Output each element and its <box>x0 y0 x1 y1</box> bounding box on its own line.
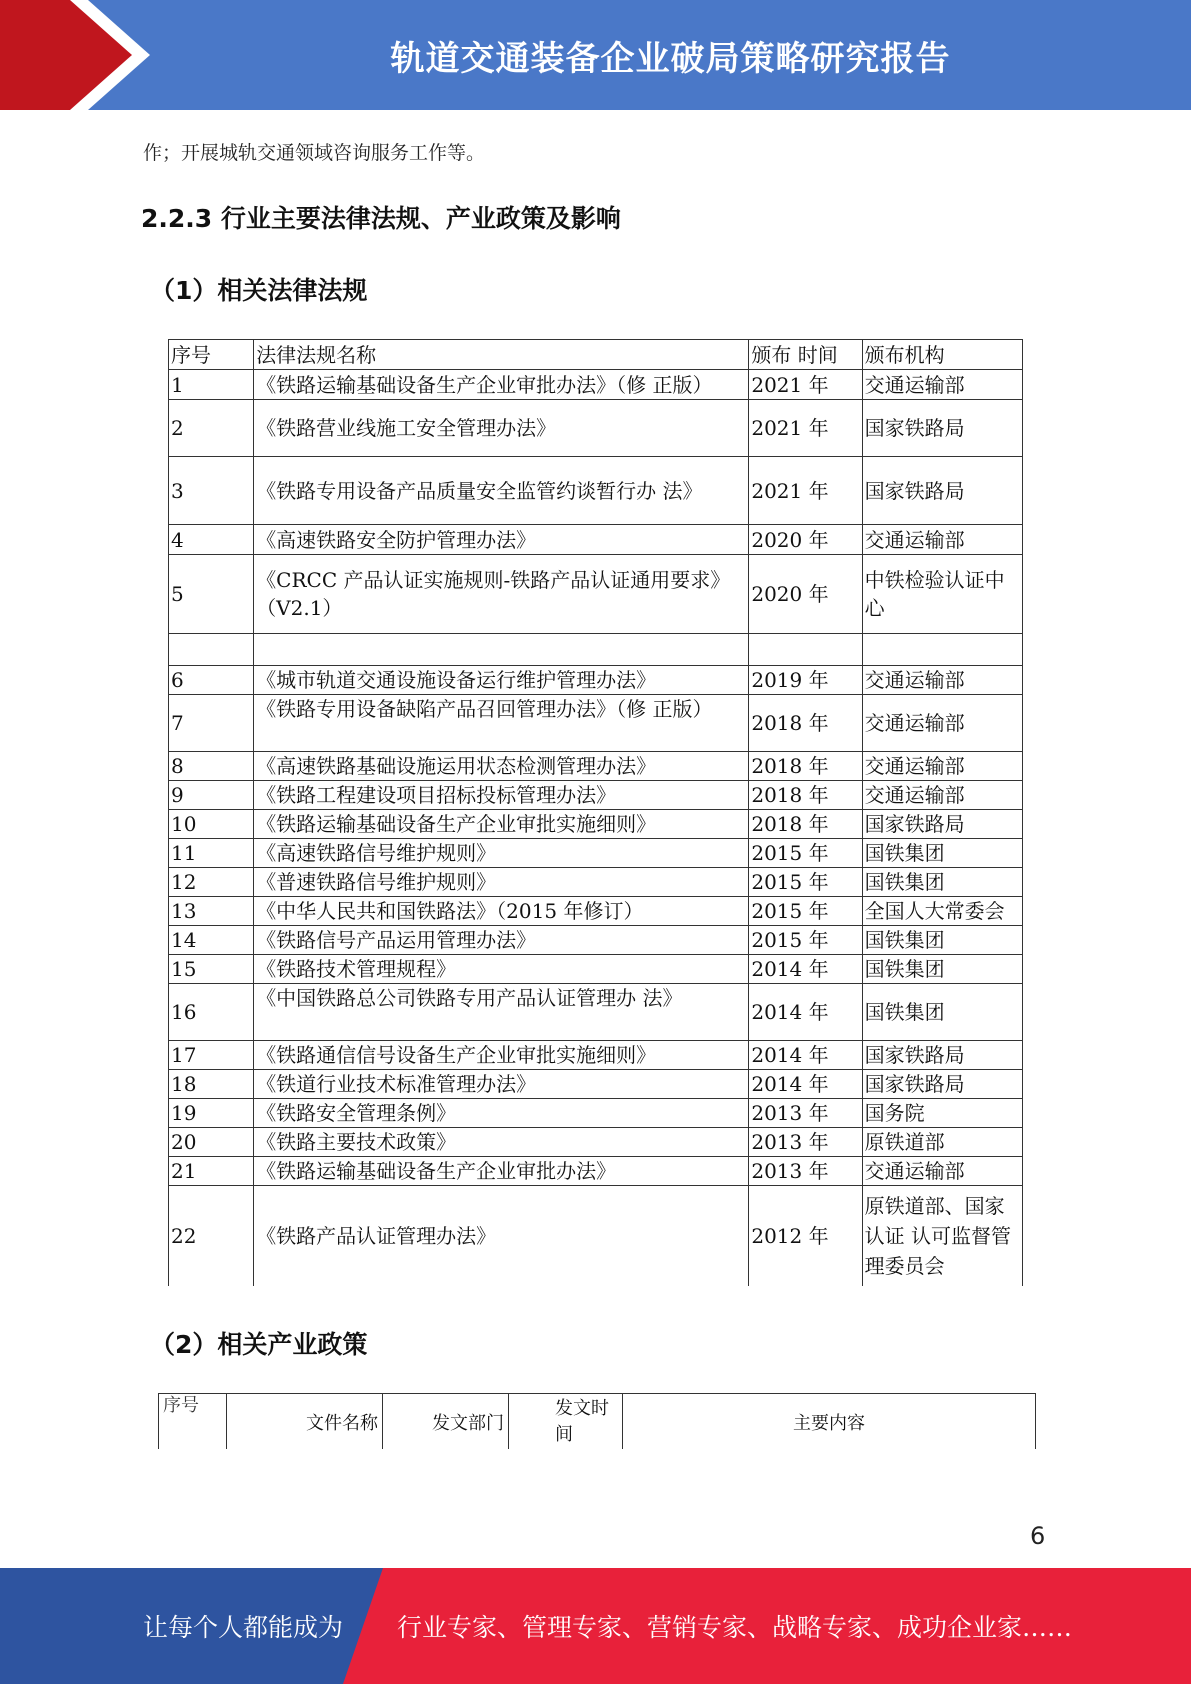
law-name: 《铁路工程建设项目招标投标管理办法》 <box>254 781 749 810</box>
law-year: 2021 年 <box>749 400 862 457</box>
page-number: 6 <box>1030 1522 1046 1550</box>
law-year: 2020 年 <box>749 555 862 634</box>
table-row <box>169 370 1023 400</box>
law-org: 国铁集团 <box>862 955 1022 984</box>
law-org: 国家铁路局 <box>862 1041 1022 1070</box>
law-year: 2013 年 <box>749 1099 862 1128</box>
column-header: 法律法规名称 <box>254 340 749 370</box>
table-row <box>169 555 1023 634</box>
column-header: 主要内容 <box>623 1394 1036 1450</box>
row-number: 15 <box>169 955 254 984</box>
law-name: 《铁路通信信号设备生产企业审批实施细则》 <box>254 1041 749 1070</box>
table-header-row <box>159 1394 1036 1450</box>
law-name: 《高速铁路基础设施运用状态检测管理办法》 <box>254 752 749 781</box>
law-name: 《铁路信号产品运用管理办法》 <box>254 926 749 955</box>
footer-slogan-left: 让每个人都能成为 <box>143 1613 344 1642</box>
law-org: 交通运输部 <box>862 370 1022 400</box>
law-name: 《CRCC 产品认证实施规则-铁路产品认证通用要求》（V2.1） <box>254 555 749 634</box>
table-row <box>169 1099 1023 1128</box>
table-row <box>169 955 1023 984</box>
law-name: 《铁路运输基础设备生产企业审批办法》 <box>254 1157 749 1186</box>
law-year: 2020 年 <box>749 525 862 555</box>
law-org: 交通运输部 <box>862 781 1022 810</box>
row-number: 20 <box>169 1128 254 1157</box>
law-name: 《铁路运输基础设备生产企业审批办法》（修 正版） <box>254 370 749 400</box>
law-org: 国铁集团 <box>862 984 1022 1041</box>
law-org: 全国人大常委会 <box>862 897 1022 926</box>
column-header: 颁布 时间 <box>749 340 862 370</box>
law-name: 《城市轨道交通设施设备运行维护管理办法》 <box>254 666 749 695</box>
law-year: 2019 年 <box>749 666 862 695</box>
law-year: 2018 年 <box>749 752 862 781</box>
law-year: 2021 年 <box>749 370 862 400</box>
law-year: 2015 年 <box>749 926 862 955</box>
table-row <box>169 868 1023 897</box>
row-number: 21 <box>169 1157 254 1186</box>
row-number: 18 <box>169 1070 254 1099</box>
table-row <box>169 1186 1023 1286</box>
column-header-text: 发文时间 <box>555 1398 609 1445</box>
table-row <box>169 897 1023 926</box>
law-org: 国家铁路局 <box>862 457 1022 525</box>
law-name: 《高速铁路信号维护规则》 <box>254 839 749 868</box>
row-number: 16 <box>169 984 254 1041</box>
law-subheading: （1）相关法律法规 <box>150 276 368 305</box>
row-number: 6 <box>169 666 254 695</box>
row-number: 2 <box>169 400 254 457</box>
column-header: 序号 <box>159 1394 227 1450</box>
row-number: 5 <box>169 555 254 634</box>
law-year: 2014 年 <box>749 1041 862 1070</box>
row-number: 7 <box>169 695 254 752</box>
column-header: 颁布机构 <box>862 340 1022 370</box>
law-year: 2015 年 <box>749 868 862 897</box>
law-org: 国务院 <box>862 1099 1022 1128</box>
law-name: 《普速铁路信号维护规则》 <box>254 868 749 897</box>
row-number: 14 <box>169 926 254 955</box>
law-org: 交通运输部 <box>862 695 1022 752</box>
law-org: 国铁集团 <box>862 926 1022 955</box>
column-header: 发文部门 <box>383 1394 509 1450</box>
law-year: 2014 年 <box>749 984 862 1041</box>
table-row <box>169 1157 1023 1186</box>
row-number: 12 <box>169 868 254 897</box>
column-header <box>509 1394 623 1450</box>
row-number: 3 <box>169 457 254 525</box>
law-year: 2012 年 <box>749 1186 862 1286</box>
row-number: 8 <box>169 752 254 781</box>
header-arrow-decoration <box>0 0 160 110</box>
law-name <box>254 634 749 666</box>
row-number: 10 <box>169 810 254 839</box>
law-org: 原铁道部、国家认证 认可监督管理委员会 <box>862 1186 1022 1286</box>
law-org: 交通运输部 <box>862 525 1022 555</box>
row-number: 13 <box>169 897 254 926</box>
footer-slogan-right: 行业专家、管理专家、营销专家、战略专家、成功企业家…… <box>397 1613 1073 1642</box>
law-name: 《中华人民共和国铁路法》（2015 年修订） <box>254 897 749 926</box>
table-row <box>169 1070 1023 1099</box>
row-number: 17 <box>169 1041 254 1070</box>
law-org: 原铁道部 <box>862 1128 1022 1157</box>
law-name: 《铁路专用设备产品质量安全监管约谈暂行办 法》 <box>254 457 749 525</box>
law-year: 2018 年 <box>749 810 862 839</box>
row-number: 4 <box>169 525 254 555</box>
row-number: 11 <box>169 839 254 868</box>
report-title: 轨道交通装备企业破局策略研究报告 <box>390 38 951 79</box>
section-heading: 2.2.3 行业主要法律法规、产业政策及影响 <box>141 204 621 233</box>
table-header-row <box>169 340 1023 370</box>
law-org: 国家铁路局 <box>862 810 1022 839</box>
law-org: 国家铁路局 <box>862 1070 1022 1099</box>
law-org: 国家铁路局 <box>862 400 1022 457</box>
law-year: 2013 年 <box>749 1128 862 1157</box>
law-org: 交通运输部 <box>862 666 1022 695</box>
row-number <box>169 634 254 666</box>
policy-table <box>158 1393 1036 1449</box>
law-name: 《铁路技术管理规程》 <box>254 955 749 984</box>
law-year: 2014 年 <box>749 1070 862 1099</box>
law-name: 《铁路专用设备缺陷产品召回管理办法》（修 正版） <box>254 695 749 752</box>
row-number: 9 <box>169 781 254 810</box>
law-year: 2018 年 <box>749 695 862 752</box>
table-row-empty <box>169 634 1023 666</box>
law-table <box>168 339 1023 1286</box>
law-org: 国铁集团 <box>862 839 1022 868</box>
row-number: 22 <box>169 1186 254 1286</box>
table-row <box>169 695 1023 752</box>
law-org: 交通运输部 <box>862 752 1022 781</box>
table-row <box>169 666 1023 695</box>
row-number: 19 <box>169 1099 254 1128</box>
law-name: 《中国铁路总公司铁路专用产品认证管理办 法》 <box>254 984 749 1041</box>
table-row <box>169 1128 1023 1157</box>
table-row <box>169 810 1023 839</box>
law-org: 中铁检验认证中心 <box>862 555 1022 634</box>
column-header: 文件名称 <box>227 1394 383 1450</box>
table-row <box>169 984 1023 1041</box>
law-year: 2018 年 <box>749 781 862 810</box>
intro-paragraph: 作；开展城轨交通领域咨询服务工作等。 <box>143 142 486 164</box>
law-name: 《铁路营业线施工安全管理办法》 <box>254 400 749 457</box>
table-row <box>169 1041 1023 1070</box>
law-name: 《铁路主要技术政策》 <box>254 1128 749 1157</box>
law-name: 《铁路产品认证管理办法》 <box>254 1186 749 1286</box>
table-row <box>169 926 1023 955</box>
column-header: 序号 <box>169 340 254 370</box>
header-banner <box>0 0 1191 110</box>
table-row <box>169 781 1023 810</box>
table-row <box>169 525 1023 555</box>
law-name: 《铁道行业技术标准管理办法》 <box>254 1070 749 1099</box>
law-org: 交通运输部 <box>862 1157 1022 1186</box>
law-year: 2015 年 <box>749 897 862 926</box>
law-year: 2014 年 <box>749 955 862 984</box>
policy-subheading: （2）相关产业政策 <box>150 1330 368 1359</box>
law-year: 2015 年 <box>749 839 862 868</box>
law-year <box>749 634 862 666</box>
table-row <box>169 752 1023 781</box>
row-number: 1 <box>169 370 254 400</box>
law-name: 《高速铁路安全防护管理办法》 <box>254 525 749 555</box>
law-org <box>862 634 1022 666</box>
law-year: 2021 年 <box>749 457 862 525</box>
law-name: 《铁路运输基础设备生产企业审批实施细则》 <box>254 810 749 839</box>
table-row <box>169 457 1023 525</box>
table-row <box>169 839 1023 868</box>
law-year: 2013 年 <box>749 1157 862 1186</box>
law-org: 国铁集团 <box>862 868 1022 897</box>
law-name: 《铁路安全管理条例》 <box>254 1099 749 1128</box>
table-row <box>169 400 1023 457</box>
